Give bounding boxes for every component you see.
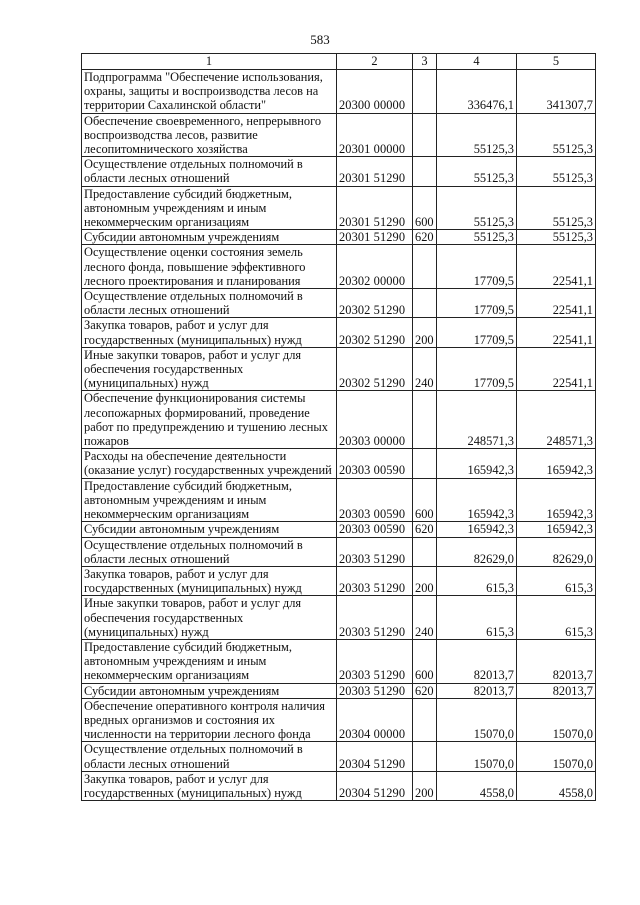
page-number: 583	[310, 32, 330, 47]
row-amount-1-cell: 55125,3	[437, 113, 517, 157]
row-name-cell: Осуществление отдельных полномочий в области лесных отношений	[82, 289, 337, 318]
row-expense-type-cell: 620	[413, 683, 437, 698]
column-header-amount-2: 5	[517, 54, 596, 70]
row-code-cell: 20303 00590	[337, 478, 413, 522]
column-header-amount-1: 4	[437, 54, 517, 70]
row-amount-1-cell: 82013,7	[437, 639, 517, 683]
row-amount-2-cell: 248571,3	[517, 391, 596, 449]
table-row	[82, 157, 596, 186]
row-expense-type-cell: 600	[413, 639, 437, 683]
row-expense-type-cell: 200	[413, 566, 437, 595]
table-row	[82, 698, 596, 742]
row-expense-type-cell	[413, 391, 437, 449]
row-amount-2-cell: 55125,3	[517, 157, 596, 186]
row-expense-type-cell	[413, 70, 437, 114]
table-body	[82, 70, 596, 801]
row-amount-1-cell: 165942,3	[437, 478, 517, 522]
row-name-cell: Осуществление отдельных полномочий в области лесных отношений	[82, 537, 337, 566]
table-row	[82, 478, 596, 522]
row-code-cell: 20302 51290	[337, 318, 413, 347]
column-header-code: 2	[337, 54, 413, 70]
table-row	[82, 186, 596, 230]
row-code-cell: 20302 51290	[337, 347, 413, 391]
row-amount-1-cell: 4558,0	[437, 771, 517, 800]
row-name-cell: Осуществление оценки состояния земель лесного фонда, повышение эффективного лесного проектирования и планирования	[82, 245, 337, 289]
table-row	[82, 639, 596, 683]
row-name-cell: Иные закупки товаров, работ и услуг для обеспечения государственных (муниципальных) нужд	[82, 596, 337, 640]
row-amount-2-cell: 22541,1	[517, 347, 596, 391]
row-code-cell: 20303 00590	[337, 449, 413, 478]
row-amount-1-cell: 165942,3	[437, 449, 517, 478]
row-code-cell: 20303 00000	[337, 391, 413, 449]
table-row	[82, 537, 596, 566]
table-row	[82, 113, 596, 157]
row-expense-type-cell: 620	[413, 522, 437, 537]
row-name-cell: Субсидии автономным учреждениям	[82, 230, 337, 245]
table-row	[82, 391, 596, 449]
row-code-cell: 20301 51290	[337, 157, 413, 186]
row-code-cell: 20304 00000	[337, 698, 413, 742]
row-code-cell: 20301 00000	[337, 113, 413, 157]
row-amount-2-cell: 55125,3	[517, 230, 596, 245]
table-row	[82, 566, 596, 595]
row-amount-1-cell: 17709,5	[437, 289, 517, 318]
table-row	[82, 347, 596, 391]
row-amount-2-cell: 22541,1	[517, 245, 596, 289]
row-name-cell: Обеспечение функционирования системы лесопожарных формирований, проведение работ по предупреждению и тушению лесных пожаров	[82, 391, 337, 449]
row-amount-2-cell: 341307,7	[517, 70, 596, 114]
table-row	[82, 289, 596, 318]
row-amount-1-cell: 55125,3	[437, 230, 517, 245]
row-expense-type-cell	[413, 742, 437, 771]
row-code-cell: 20303 00590	[337, 522, 413, 537]
row-amount-2-cell: 82013,7	[517, 683, 596, 698]
row-expense-type-cell: 200	[413, 771, 437, 800]
row-amount-2-cell: 165942,3	[517, 449, 596, 478]
row-amount-2-cell: 4558,0	[517, 771, 596, 800]
row-expense-type-cell	[413, 698, 437, 742]
table-row	[82, 596, 596, 640]
row-name-cell: Расходы на обеспечение деятельности (оказание услуг) государственных учреждений	[82, 449, 337, 478]
row-code-cell: 20304 51290	[337, 771, 413, 800]
row-code-cell: 20303 51290	[337, 596, 413, 640]
row-amount-1-cell: 55125,3	[437, 157, 517, 186]
row-amount-2-cell: 22541,1	[517, 289, 596, 318]
row-name-cell: Обеспечение оперативного контроля наличия вредных организмов и состояния их численности на территории лесного фонда	[82, 698, 337, 742]
table-row	[82, 771, 596, 800]
row-amount-2-cell: 165942,3	[517, 478, 596, 522]
row-amount-2-cell: 22541,1	[517, 318, 596, 347]
row-expense-type-cell	[413, 157, 437, 186]
table-row	[82, 742, 596, 771]
row-name-cell: Предоставление субсидий бюджетным, автономным учреждениям и иным некоммерческим организациям	[82, 639, 337, 683]
row-code-cell: 20302 51290	[337, 289, 413, 318]
row-expense-type-cell: 600	[413, 186, 437, 230]
row-expense-type-cell: 600	[413, 478, 437, 522]
row-code-cell: 20300 00000	[337, 70, 413, 114]
row-amount-1-cell: 615,3	[437, 596, 517, 640]
row-amount-2-cell: 615,3	[517, 566, 596, 595]
row-amount-1-cell: 15070,0	[437, 698, 517, 742]
row-name-cell: Закупка товаров, работ и услуг для государственных (муниципальных) нужд	[82, 318, 337, 347]
row-name-cell: Закупка товаров, работ и услуг для государственных (муниципальных) нужд	[82, 771, 337, 800]
row-amount-2-cell: 165942,3	[517, 522, 596, 537]
row-expense-type-cell	[413, 449, 437, 478]
table-row	[82, 522, 596, 537]
table-header-row	[82, 54, 596, 70]
row-amount-1-cell: 82629,0	[437, 537, 517, 566]
row-name-cell: Предоставление субсидий бюджетным, автономным учреждениям и иным некоммерческим организациям	[82, 478, 337, 522]
table-row	[82, 230, 596, 245]
row-amount-1-cell: 82013,7	[437, 683, 517, 698]
row-expense-type-cell	[413, 537, 437, 566]
row-code-cell: 20303 51290	[337, 639, 413, 683]
row-expense-type-cell	[413, 289, 437, 318]
row-amount-1-cell: 336476,1	[437, 70, 517, 114]
row-amount-1-cell: 15070,0	[437, 742, 517, 771]
row-name-cell: Закупка товаров, работ и услуг для государственных (муниципальных) нужд	[82, 566, 337, 595]
row-amount-1-cell: 165942,3	[437, 522, 517, 537]
row-name-cell: Осуществление отдельных полномочий в области лесных отношений	[82, 157, 337, 186]
row-amount-2-cell: 15070,0	[517, 698, 596, 742]
row-amount-2-cell: 55125,3	[517, 186, 596, 230]
row-code-cell: 20303 51290	[337, 566, 413, 595]
row-code-cell: 20304 51290	[337, 742, 413, 771]
row-expense-type-cell	[413, 245, 437, 289]
row-name-cell: Подпрограмма "Обеспечение использования, охраны, защиты и воспроизводства лесов на территории Сахалинской области"	[82, 70, 337, 114]
row-code-cell: 20301 51290	[337, 186, 413, 230]
row-amount-1-cell: 17709,5	[437, 347, 517, 391]
row-amount-1-cell: 17709,5	[437, 245, 517, 289]
row-expense-type-cell: 240	[413, 347, 437, 391]
row-expense-type-cell: 200	[413, 318, 437, 347]
row-code-cell: 20303 51290	[337, 683, 413, 698]
table-row	[82, 449, 596, 478]
row-name-cell: Субсидии автономным учреждениям	[82, 683, 337, 698]
row-amount-2-cell: 82013,7	[517, 639, 596, 683]
row-amount-2-cell: 82629,0	[517, 537, 596, 566]
row-code-cell: 20303 51290	[337, 537, 413, 566]
row-expense-type-cell	[413, 113, 437, 157]
row-expense-type-cell: 620	[413, 230, 437, 245]
column-header-name: 1	[82, 54, 337, 70]
column-header-expense-type: 3	[413, 54, 437, 70]
budget-table	[81, 53, 596, 801]
row-name-cell: Субсидии автономным учреждениям	[82, 522, 337, 537]
row-amount-1-cell: 615,3	[437, 566, 517, 595]
row-name-cell: Обеспечение своевременного, непрерывного воспроизводства лесов, развитие лесопитомнического хозяйства	[82, 113, 337, 157]
row-amount-2-cell: 615,3	[517, 596, 596, 640]
row-code-cell: 20302 00000	[337, 245, 413, 289]
row-amount-1-cell: 248571,3	[437, 391, 517, 449]
row-code-cell: 20301 51290	[337, 230, 413, 245]
row-name-cell: Иные закупки товаров, работ и услуг для обеспечения государственных (муниципальных) нужд	[82, 347, 337, 391]
table-row	[82, 245, 596, 289]
table-row	[82, 318, 596, 347]
row-name-cell: Осуществление отдельных полномочий в области лесных отношений	[82, 742, 337, 771]
row-expense-type-cell: 240	[413, 596, 437, 640]
row-amount-1-cell: 55125,3	[437, 186, 517, 230]
row-amount-2-cell: 55125,3	[517, 113, 596, 157]
row-name-cell: Предоставление субсидий бюджетным, автономным учреждениям и иным некоммерческим организациям	[82, 186, 337, 230]
row-amount-2-cell: 15070,0	[517, 742, 596, 771]
table-row	[82, 70, 596, 114]
table-row	[82, 683, 596, 698]
row-amount-1-cell: 17709,5	[437, 318, 517, 347]
